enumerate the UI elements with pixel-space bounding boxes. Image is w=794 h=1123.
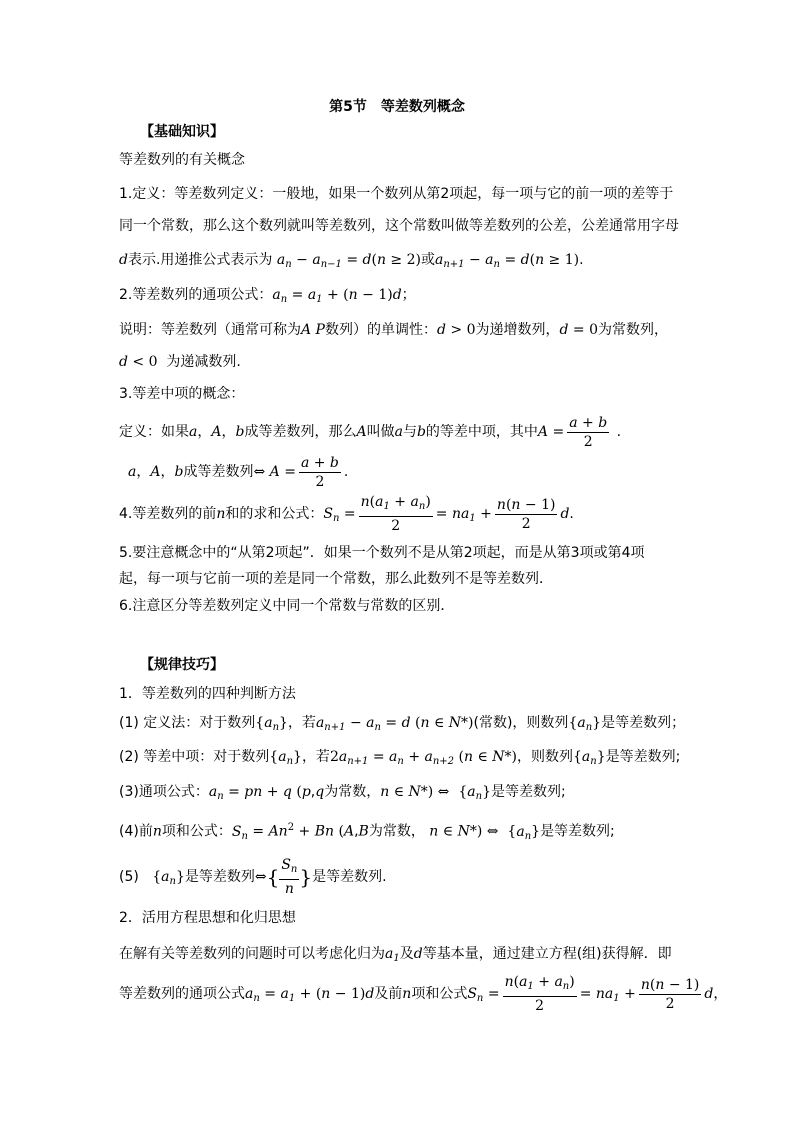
middle-term-definition: 定义：如果a，A，b成等差数列，那么A叫做a与b的等差中项，其中A = $\frac{a + b}{2}$ . xyxy=(119,414,622,450)
middle-term-heading: 3.等差中项的概念： xyxy=(119,386,245,402)
tips-subheading-2: 2．活用方程思想和化归思想 xyxy=(119,910,296,926)
definition-line-3: d表示.用递推公式表示为 $a_n - a_{n-1} = d(n \ge 2)$或$a_{n+1} - a_n = d(n \ge 1)$. xyxy=(119,252,584,270)
section-heading-tips: 【规律技巧】 xyxy=(140,657,224,673)
equation-line-2: 等差数列的通项公式$a_n = a_1 + (n - 1)d$及前n项和公式$S_n$ = $\frac{n(a_1 + a_n)}{2}$ = $na_1$ + $\frac{n(n - 1)}{2}$ d， xyxy=(119,974,728,1014)
method-sum-formula: (4)前n项和公式：$S_n = An^2 + Bn$ (A,B为常数， n ∈ N*) ⇔ $\{a_n\}$是等差数列; xyxy=(119,822,615,842)
general-term-line: 2.等差数列的通项公式：$a_n = a_1 + (n - 1)d$； xyxy=(119,287,416,305)
tips-subheading-1: 1．等差数列的四种判断方法 xyxy=(119,686,296,702)
page-title: 第5节 等差数列概念 xyxy=(329,99,465,115)
sum-formula-line: 4.等差数列的前n和的求和公式：$S_n$ = $\frac{n(a_1 + a_n)}{2}$ = $na_1$ + $\frac{n(n - 1)}{2}$ d. xyxy=(119,494,574,534)
intro-line: 等差数列的有关概念 xyxy=(119,152,245,168)
section-heading-basics: 【基础知识】 xyxy=(140,124,224,140)
monotonic-line-2: d < 0 为递减数列. xyxy=(119,354,241,370)
definition-line-2: 同一个常数，那么这个数列就叫等差数列，这个常数叫做等差数列的公差，公差通常用字母 xyxy=(119,218,679,234)
method-sum-ratio: (5) $\{a_n\}$是等差数列⇔{ $\frac{S_n}{n}$ }是等差数列. xyxy=(119,857,387,897)
method-middle-term: (2) 等差中项：对于数列$\{a_n\}$，若$2a_{n+1} = a_n + a_{n+2}$ (n ∈ N*)，则数列$\{a_n\}$是等差数列; xyxy=(119,749,681,767)
note-line-3: 6.注意区分等差数列定义中同一个常数与常数的区别． xyxy=(119,598,455,614)
method-definition: (1) 定义法：对于数列$\{a_n\}$，若$a_{n+1} - a_n = d$ (n ∈ N*)(常数)，则数列$\{a_n\}$是等差数列； xyxy=(119,715,686,733)
equation-line-1: 在解有关等差数列的问题时可以考虑化归为$a_1$及d等基本量，通过建立方程(组)获得解．即 xyxy=(119,946,672,964)
note-line-2: 起，每一项与它前一项的差是同一个常数，那么此数列不是等差数列． xyxy=(119,571,553,587)
monotonic-line-1: 说明：等差数列（通常可称为A P数列）的单调性：d > 0为递增数列，d = 0为常数列， xyxy=(119,322,669,338)
definition-line-1: 1.定义：等差数列定义：一般地，如果一个数列从第2项起，每一项与它的前一项的差等于 xyxy=(119,186,674,202)
middle-term-equivalence: a，A，b成等差数列⇔ A = $\frac{a + b}{2}$ . xyxy=(128,454,349,490)
note-line-1: 5.要注意概念中的“从第2项起”．如果一个数列不是从第2项起，而是从第3项或第4项 xyxy=(119,545,645,561)
method-general-term: (3)通项公式：$a_n$ = pn + q (p,q为常数，n ∈ N*) ⇔ $\{a_n\}$是等差数列; xyxy=(119,784,566,802)
